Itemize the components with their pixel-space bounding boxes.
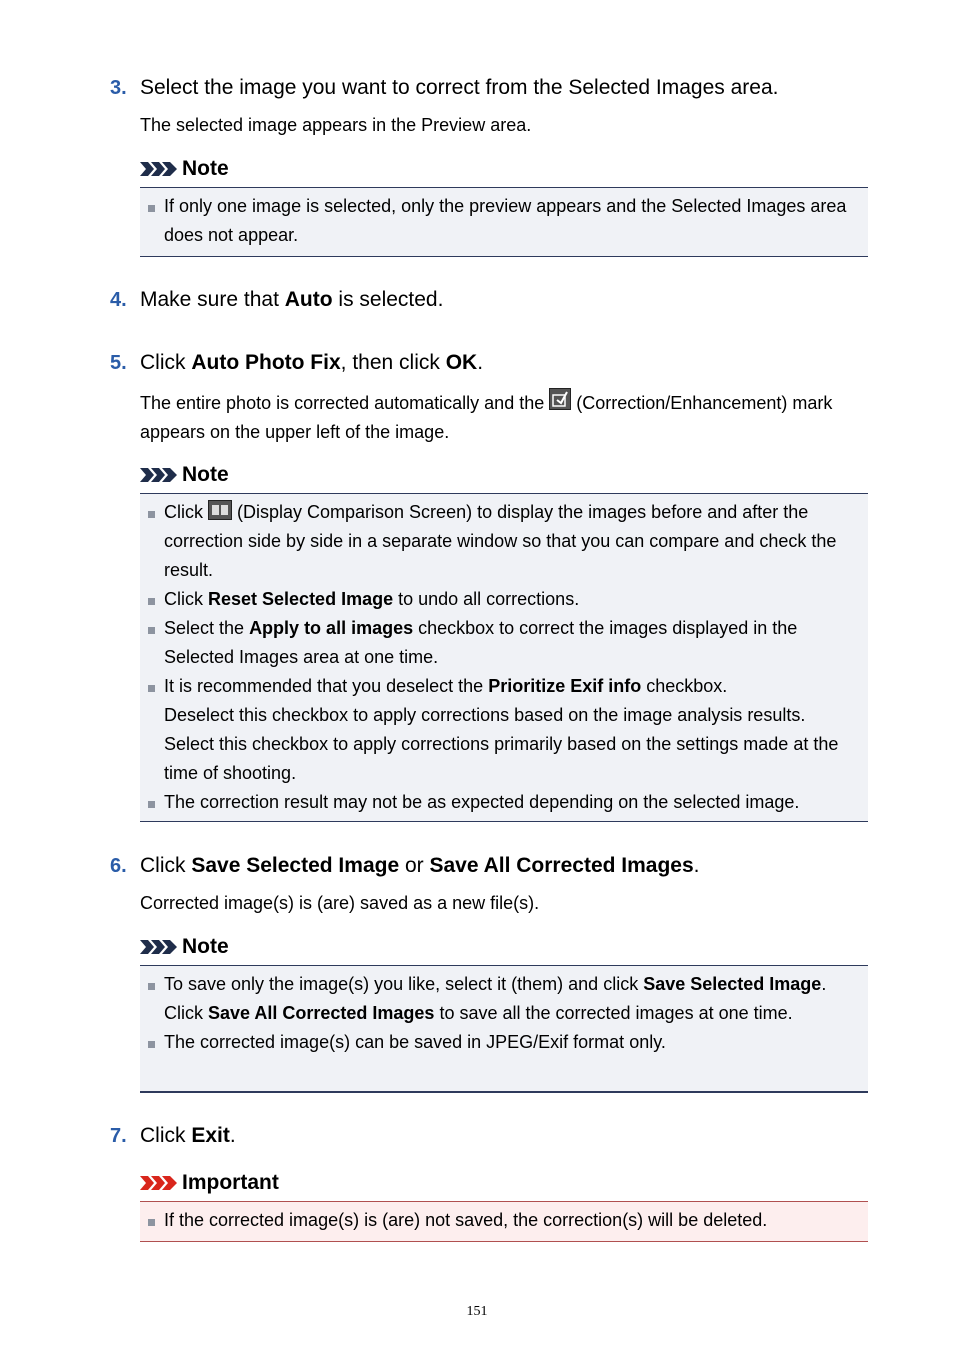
note-arrows-icon [140,939,178,955]
bullet-icon [148,1041,155,1048]
ui-term: Reset Selected Image [208,589,394,609]
display-comparison-screen-icon [208,500,232,520]
text: . [693,854,700,877]
note-header [140,935,229,959]
ui-term: Save All Corrected Images [429,854,694,877]
step-description: Corrected image(s) is (are) saved as a new file(s). [140,893,540,913]
step-description: The selected image appears in the Preview area. [140,115,532,135]
important-header [140,1171,279,1195]
text: Click [140,351,192,374]
text: . [229,1124,236,1147]
step-heading [140,854,700,878]
note-label: Note [182,935,229,958]
bullet-icon [148,801,155,808]
text: It is recommended that you deselect the [164,676,489,696]
note-box [140,965,868,1093]
bullet-icon [148,598,155,605]
note-item [164,1028,860,1057]
bullet-icon [148,627,155,634]
note-box [140,187,868,257]
text: Deselect this checkbox to apply corrections based on the image analysis results. [164,705,806,725]
note-text: If only one image is selected, only the preview appears and the Selected Images area does not appear. [164,196,847,245]
bullet-icon [148,685,155,692]
bullet-icon [148,511,155,518]
text: Click [140,854,192,877]
note-header [140,157,229,181]
step-number: 5. [110,352,127,374]
step-heading [140,351,483,375]
text: (Display Comparison Screen) to display the images before and after the correction side by side in a separate window so that you can compare and check the result. [164,502,837,580]
note-item [164,585,860,614]
ui-term: OK [445,351,478,374]
text: The correction result may not be as expected depending on the selected image. [164,792,800,812]
text: Click [164,502,208,522]
ui-term: Exit [191,1124,230,1147]
step-number: 6. [110,855,127,877]
text: Select the [164,618,250,638]
step-heading [140,288,443,312]
important-arrows-icon [140,1175,178,1191]
step-number: 3. [110,77,127,99]
note-item [164,498,860,585]
important-item [164,1206,860,1235]
ui-term: Auto Photo Fix [191,351,341,374]
note-item [164,192,860,250]
text: is selected. [332,288,444,311]
text: or [399,854,430,877]
note-label: Note [182,157,229,180]
text: Click [140,1124,192,1147]
note-item [164,614,860,672]
bullet-icon [148,1219,155,1226]
page-number: 151 [466,1304,488,1319]
ui-term: Save Selected Image [191,854,400,877]
text: . Click [164,974,827,1023]
correction-enhancement-icon [549,388,571,410]
text: to save all the corrected images at one time. [434,1003,793,1023]
text: . [477,351,484,374]
step-heading [140,1124,236,1148]
important-label: Important [182,1171,279,1194]
bullet-icon [148,983,155,990]
text: To save only the image(s) you like, select it (them) and click [164,974,644,994]
text: checkbox to correct the images displayed in the Selected Images area at one time. [164,618,798,667]
text: Select this checkbox to apply corrections primarily based on the settings made at the time of shooting. [164,734,839,783]
step-number: 7. [110,1125,127,1147]
note-arrows-icon [140,161,178,177]
ui-term: Save All Corrected Images [208,1003,435,1023]
ui-term: Save Selected Image [643,974,822,994]
text: If the corrected image(s) is (are) not saved, the correction(s) will be deleted. [164,1210,768,1230]
important-box [140,1201,868,1242]
text: checkbox. [641,676,728,696]
note-label: Note [182,463,229,486]
bullet-icon [148,205,155,212]
ui-term: Prioritize Exif info [488,676,642,696]
step-heading: Select the image you want to correct from the Selected Images area. [140,76,779,99]
text: to undo all corrections. [393,589,580,609]
note-header [140,463,229,487]
note-item [164,970,860,1028]
note-box [140,493,868,822]
ui-term: Auto [284,288,333,311]
text: The entire photo is corrected automatically and the [140,393,550,413]
ui-term: Apply to all images [249,618,414,638]
step-number: 4. [110,289,127,311]
text: , then click [340,351,446,374]
text: Click [164,589,208,609]
note-item [164,672,860,788]
note-arrows-icon [140,467,178,483]
note-item [164,788,860,817]
text: The corrected image(s) can be saved in JPEG/Exif format only. [164,1032,666,1052]
text: (Correction/Enhancement) mark appears on the upper left of the image. [140,393,833,442]
text: Make sure that [140,288,285,311]
step-description [140,388,870,447]
